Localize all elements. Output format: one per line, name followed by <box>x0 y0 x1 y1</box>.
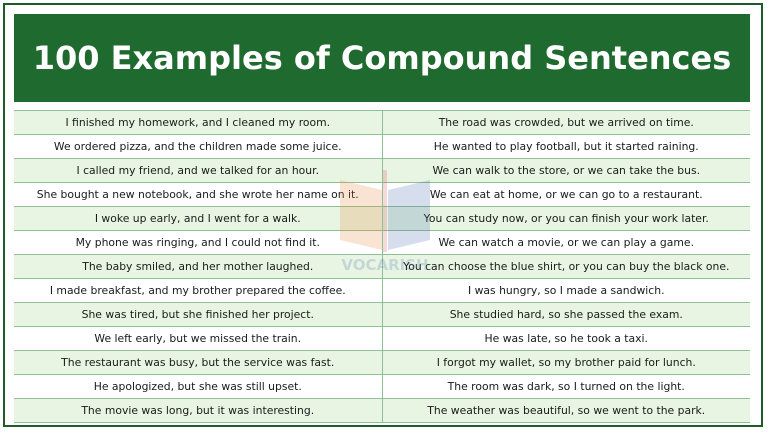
table-row <box>14 351 750 375</box>
table-row <box>14 207 750 231</box>
title-banner <box>14 14 750 102</box>
sentence-cell-left: My phone was ringing, and I could not find it. <box>14 231 382 255</box>
table-row <box>14 159 750 183</box>
sentence-cell-left: I woke up early, and I went for a walk. <box>14 207 382 231</box>
table-row <box>14 183 750 207</box>
sentence-cell-right: You can study now, or you can finish your work later. <box>382 207 750 231</box>
sentence-cell-left: I called my friend, and we talked for an hour. <box>14 159 382 183</box>
sentence-cell-right: He wanted to play football, but it started raining. <box>382 135 750 159</box>
table-row <box>14 255 750 279</box>
sentence-cell-right: The weather was beautiful, so we went to the park. <box>382 399 750 423</box>
table-row <box>14 327 750 351</box>
sentence-cell-left: The baby smiled, and her mother laughed. <box>14 255 382 279</box>
sentence-cell-right: We can watch a movie, or we can play a game. <box>382 231 750 255</box>
sentence-cell-left: The movie was long, but it was interesting. <box>14 399 382 423</box>
sentence-cell-left: The restaurant was busy, but the service was fast. <box>14 351 382 375</box>
sentence-cell-left: I made breakfast, and my brother prepared the coffee. <box>14 279 382 303</box>
sentence-cell-right: We can walk to the store, or we can take the bus. <box>382 159 750 183</box>
table-row <box>14 135 750 159</box>
table-row <box>14 375 750 399</box>
sentence-cell-right: I forgot my wallet, so my brother paid for lunch. <box>382 351 750 375</box>
page-title: 100 Examples of Compound Sentences <box>32 39 732 77</box>
sentence-cell-right: The road was crowded, but we arrived on time. <box>382 111 750 135</box>
table-row <box>14 279 750 303</box>
sentence-cell-right: He was late, so he took a taxi. <box>382 327 750 351</box>
sentence-cell-left: He apologized, but she was still upset. <box>14 375 382 399</box>
sentence-cell-left: We left early, but we missed the train. <box>14 327 382 351</box>
sentence-cell-right: The room was dark, so I turned on the light. <box>382 375 750 399</box>
sentence-cell-left: She bought a new notebook, and she wrote her name on it. <box>14 183 382 207</box>
table-row <box>14 111 750 135</box>
sentence-cell-left: We ordered pizza, and the children made some juice. <box>14 135 382 159</box>
table-row <box>14 303 750 327</box>
sentence-cell-right: You can choose the blue shirt, or you can buy the black one. <box>382 255 750 279</box>
sentence-cell-right: I was hungry, so I made a sandwich. <box>382 279 750 303</box>
table-row <box>14 399 750 423</box>
sentences-table <box>14 110 750 423</box>
table-row <box>14 231 750 255</box>
sentence-cell-right: She studied hard, so she passed the exam. <box>382 303 750 327</box>
sentence-cell-right: We can eat at home, or we can go to a restaurant. <box>382 183 750 207</box>
sentence-cell-left: I finished my homework, and I cleaned my room. <box>14 111 382 135</box>
watermark-text: VOCARISH <box>341 256 429 274</box>
sentence-cell-left: She was tired, but she finished her project. <box>14 303 382 327</box>
